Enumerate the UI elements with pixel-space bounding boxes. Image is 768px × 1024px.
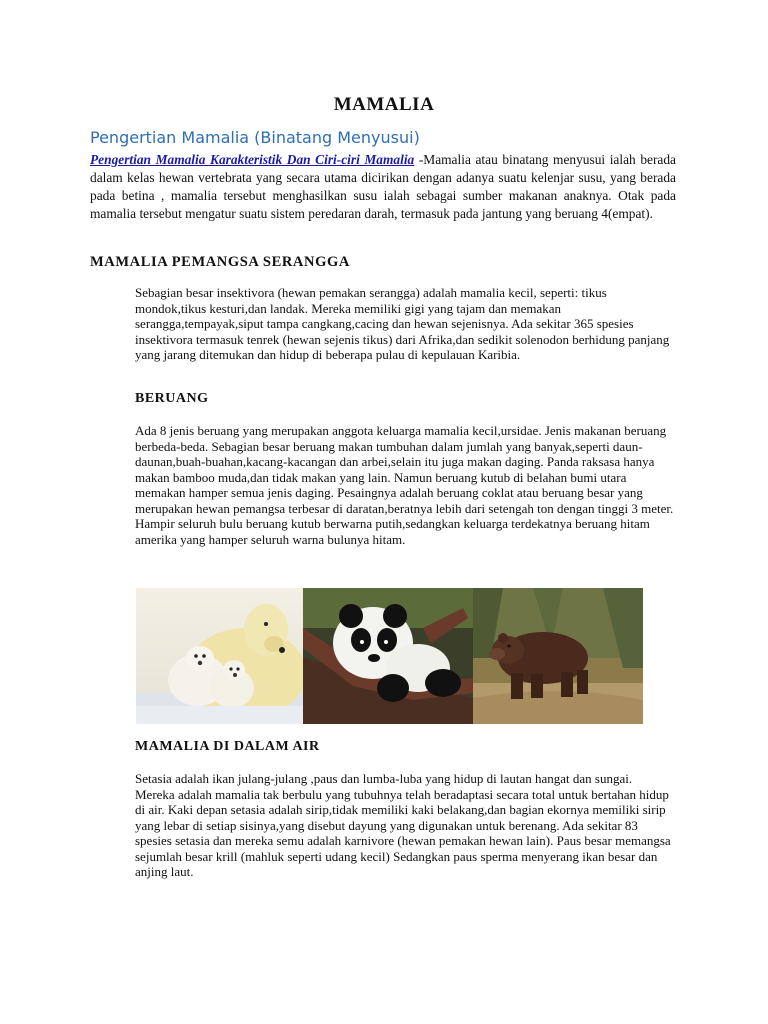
- article-link[interactable]: Pengertian Mamalia Karakteristik Dan Ciri-ciri Mamalia: [90, 152, 415, 167]
- page-title: MAMALIA: [333, 94, 435, 115]
- section-paragraph-bears: Ada 8 jenis beruang yang merupakan anggota keluarga mamalia kecil,ursidae. Jenis makanan beruang berbeda-beda. Sebagian besar beruang makan tumbuhan dalam jumlah yang banyak,seperti daun-daunan,buah-buahan,kacang-kacangan dan arbei,selain itu juga makan daging. Panda raksasa hanya makan bamboo muda,dan tidak makan yang lain. Namun beruang kutub di belahan bumi utara memakan hamper semua jenis daging. Pesaingnya adalah beruang coklat atau beruang besar yang merupakan hewan pemangsa terbesar di daratan,beratnya lebih dari setengah ton dengan tinggi 3 meter. Hampir seluruh bulu beruang kutub berwarna putih,sedangkan keluarga terdekatnya beruang hitam amerika yang hamper seluruh warna bulunya hitam.: [135, 423, 674, 547]
- section-heading-bears: BERUANG: [135, 391, 209, 406]
- panda-photo: [303, 588, 473, 724]
- section-paragraph-insectivore: Sebagian besar insektivora (hewan pemakan serangga) adalah mamalia kecil, seperti: tikus mondok,tikus kesturi,dan landak. Mereka memiliki gigi yang tajam dan memakan serangga,tempayak,siput tampa cangkang,cacing dan hewan sejenisnya. Ada sekitar 365 spesies insektivora termasuk tenrek (hewan sejenis tikus) dari Afrika,dan sedikit solenodon berhidung panjang yang jarang ditemukan dan hidup di beberapa pulau di kepulauan Karibia.: [135, 285, 670, 362]
- polar-bear-photo: [136, 588, 303, 724]
- section-paragraph-aquatic: Setasia adalah ikan julang-julang ,paus dan lumba-luba yang hidup di lautan hangat dan sungai. Mereka adalah mamalia tak berbulu yang tubuhnya telah beradaptasi secara total untuk bertahan hidup di air. Kaki depan setasia adalah sirip,tidak memiliki kaki belakang,dan bagian ekornya memiliki sirip yang lebar di setiap sisinya,yang disebut dayung yang digunakan untuk berenang. Ada sekitar 83 spesies setasia dan mereka semu adalah karnivore (hewan pemakan hewan lain). Paus besar memangsa sejumlah besar krill (mahluk seperti udang kecil) Sedangkan paus sperma menyerang ikan besar dan anjing laut.: [135, 771, 671, 879]
- intro-text: -Mamalia atau binatang menyusui ialah berada dalam kelas hewan vertebrata yang secara utama dicirikan dengan adanya suatu kelenjar susu, yang berada pada betina , mamalia tersebut menghasilkan susu ialah sebagai sumber makanan anaknya. Otak pada mamalia tersebut mengatur suatu sistem peredaran darah, termasuk pada jantung yang beruang 4(empat).: [90, 152, 676, 221]
- bear-photos: [136, 588, 643, 724]
- intro-paragraph: [90, 151, 676, 223]
- brown-bear-photo: [473, 588, 643, 724]
- section-heading-aquatic: MAMALIA DI DALAM AIR: [135, 739, 320, 754]
- subtitle-heading: Pengertian Mamalia (Binatang Menyusui): [90, 128, 420, 147]
- section-heading-insectivore: MAMALIA PEMANGSA SERANGGA: [90, 254, 350, 270]
